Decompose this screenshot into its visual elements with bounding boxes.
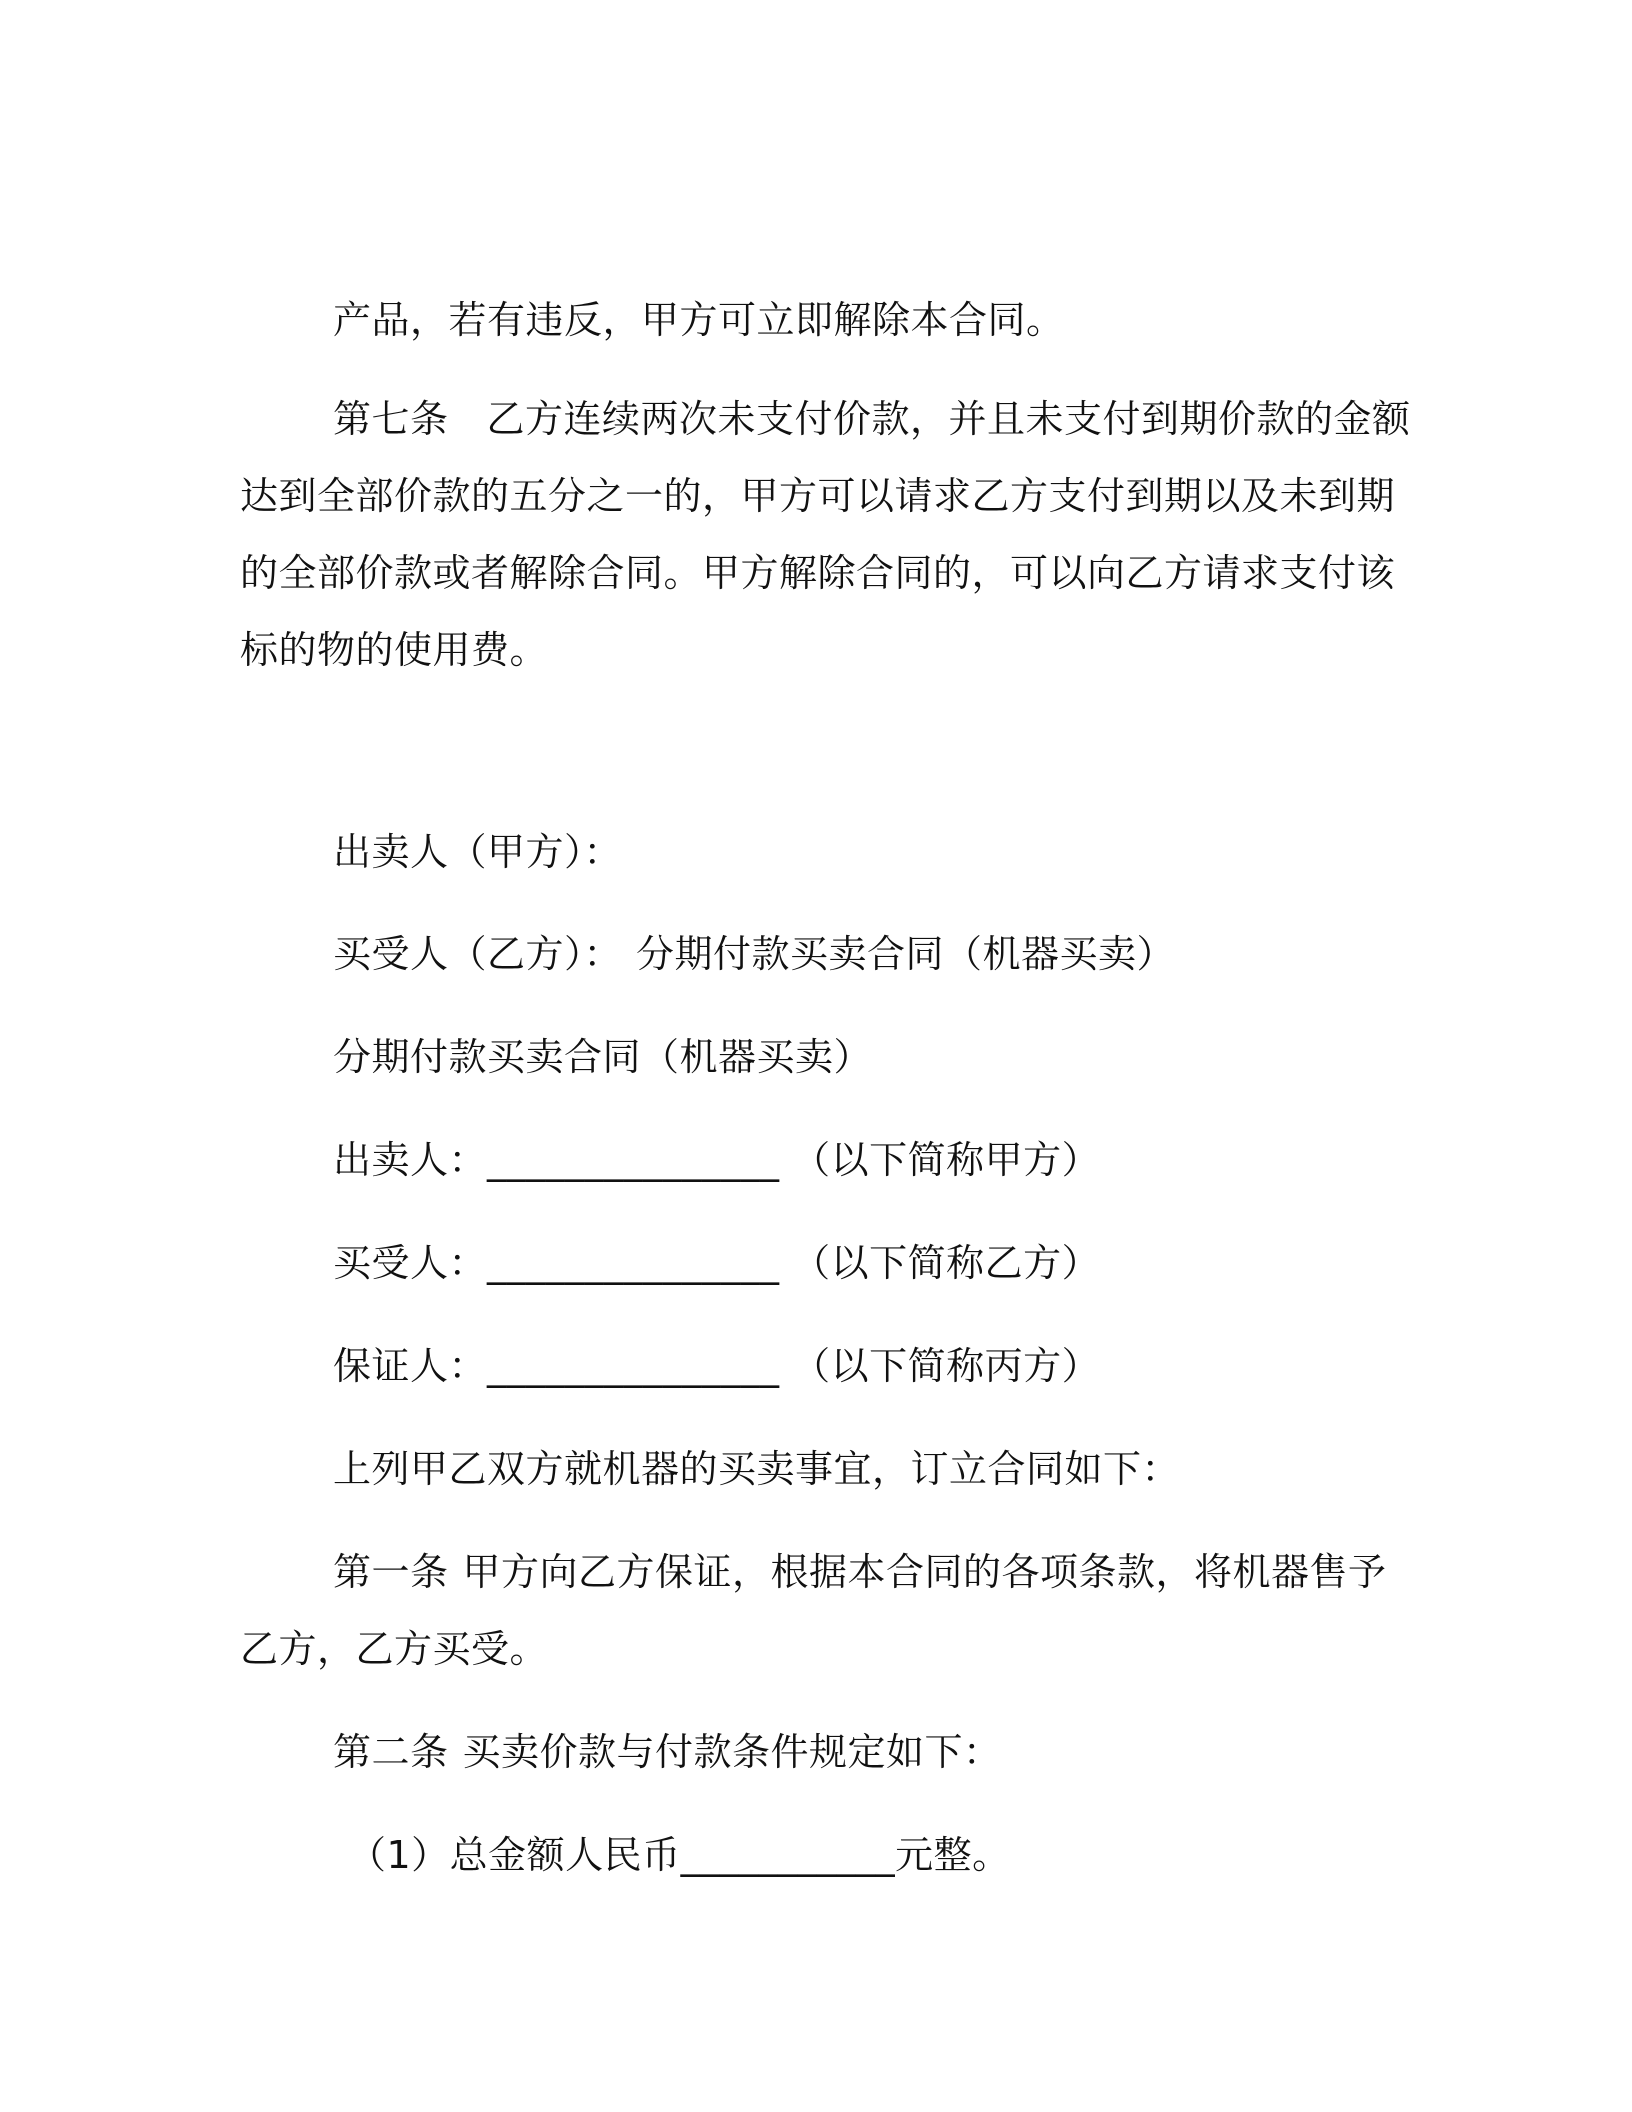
text: 产品，若有违反，甲方可立即解除本合同。 <box>333 298 1065 342</box>
text: 标的物的使用费。 <box>240 628 549 672</box>
article-number: 第七条 <box>333 397 449 441</box>
text: 出卖人（甲方）： <box>333 830 623 874</box>
text: 保证人：_______________ （以下简称丙方） <box>333 1344 1101 1388</box>
article-one-line-1 <box>333 1550 1387 1594</box>
preamble-line <box>333 1447 1180 1491</box>
buyer-line <box>333 1241 1100 1285</box>
article-two-line <box>333 1730 1002 1774</box>
contract-title: 分期付款买卖合同（机器买卖） <box>636 932 1176 976</box>
text: 买卖价款与付款条件规定如下： <box>462 1730 1002 1774</box>
guarantor-line <box>333 1344 1100 1388</box>
text: 出卖人：_______________ （以下简称甲方） <box>333 1138 1101 1182</box>
seller-party-line <box>333 830 622 874</box>
contract-heading <box>333 1035 872 1079</box>
text: （1）总金额人民币___________元整。 <box>348 1833 1011 1877</box>
text: 乙方连续两次未支付价款，并且未支付到期价款的金额 <box>486 397 1411 441</box>
clause-item-1 <box>348 1833 1011 1877</box>
label: 买受人（乙方）： <box>333 932 623 976</box>
article-one-line-2 <box>240 1627 548 1671</box>
article-seven-line-1 <box>333 397 1411 441</box>
text: 上列甲乙双方就机器的买卖事宜，订立合同如下： <box>333 1447 1181 1491</box>
seller-line <box>333 1138 1100 1182</box>
paragraph-line <box>333 298 1065 342</box>
article-seven-line-3 <box>240 551 1395 595</box>
text: 乙方，乙方买受。 <box>240 1627 549 1671</box>
text: 的全部价款或者解除合同。甲方解除合同的，可以向乙方请求支付该 <box>240 551 1396 595</box>
article-seven-line-4 <box>240 628 548 672</box>
article-number: 第一条 <box>333 1550 449 1594</box>
article-number: 第二条 <box>333 1730 449 1774</box>
text: 买受人：_______________ （以下简称乙方） <box>333 1241 1101 1285</box>
text: 达到全部价款的五分之一的，甲方可以请求乙方支付到期以及未到期 <box>240 474 1396 518</box>
buyer-party-line <box>333 932 1175 976</box>
text: 分期付款买卖合同（机器买卖） <box>333 1035 873 1079</box>
text: 甲方向乙方保证，根据本合同的各项条款，将机器售予 <box>462 1550 1387 1594</box>
article-seven-line-2 <box>240 474 1395 518</box>
